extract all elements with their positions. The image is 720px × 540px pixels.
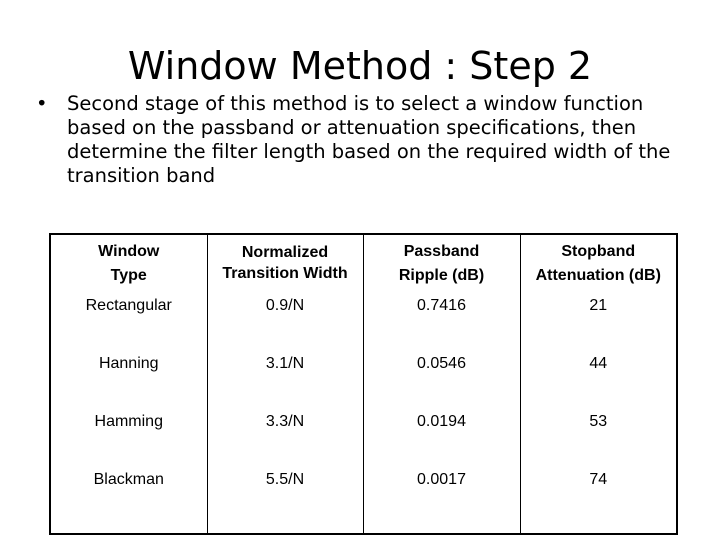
cell-passband-ripple: 0.0546 [363,351,520,409]
header-line: Ripple (dB) [398,267,485,284]
cell-window-type: Hanning [50,351,207,409]
cell-transition-width: 3.3/N [207,409,363,467]
cell-window-type: Hamming [50,409,207,467]
table-row [50,293,677,351]
header-line: Attenuation (dB) [535,267,661,284]
header-line: Transition Width [222,265,348,282]
cell-window-type: Blackman [50,467,207,534]
header-passband-ripple [363,234,520,293]
header-stopband-attenuation [520,234,677,293]
cell-stopband-attenuation: 21 [520,293,677,351]
table-row [50,467,677,534]
header-line: Passband [403,243,480,260]
cell-window-type: Rectangular [50,293,207,351]
cell-transition-width: 5.5/N [207,467,363,534]
header-line: Stopband [561,243,636,260]
cell-passband-ripple: 0.7416 [363,293,520,351]
bullet-text: Second stage of this method is to select a window function based on the passband or attenuation specifications, then determine the filter length based on the required width of the transition band [67,92,671,187]
cell-passband-ripple: 0.0017 [363,467,520,534]
bullet-point [36,92,706,188]
bullet-icon: • [36,92,48,115]
header-line: Window [98,243,160,260]
header-transition-width [207,234,363,293]
cell-passband-ripple: 0.0194 [363,409,520,467]
cell-transition-width: 3.1/N [207,351,363,409]
cell-stopband-attenuation: 44 [520,351,677,409]
table-header-row [50,234,677,293]
header-line: Type [110,267,147,284]
table-row [50,409,677,467]
cell-stopband-attenuation: 53 [520,409,677,467]
table-row [50,351,677,409]
cell-stopband-attenuation: 74 [520,467,677,534]
window-function-table [49,233,678,535]
header-line: Normalized [241,244,329,261]
header-window-type [50,234,207,293]
slide-title: Window Method : Step 2 [127,44,593,88]
cell-transition-width: 0.9/N [207,293,363,351]
